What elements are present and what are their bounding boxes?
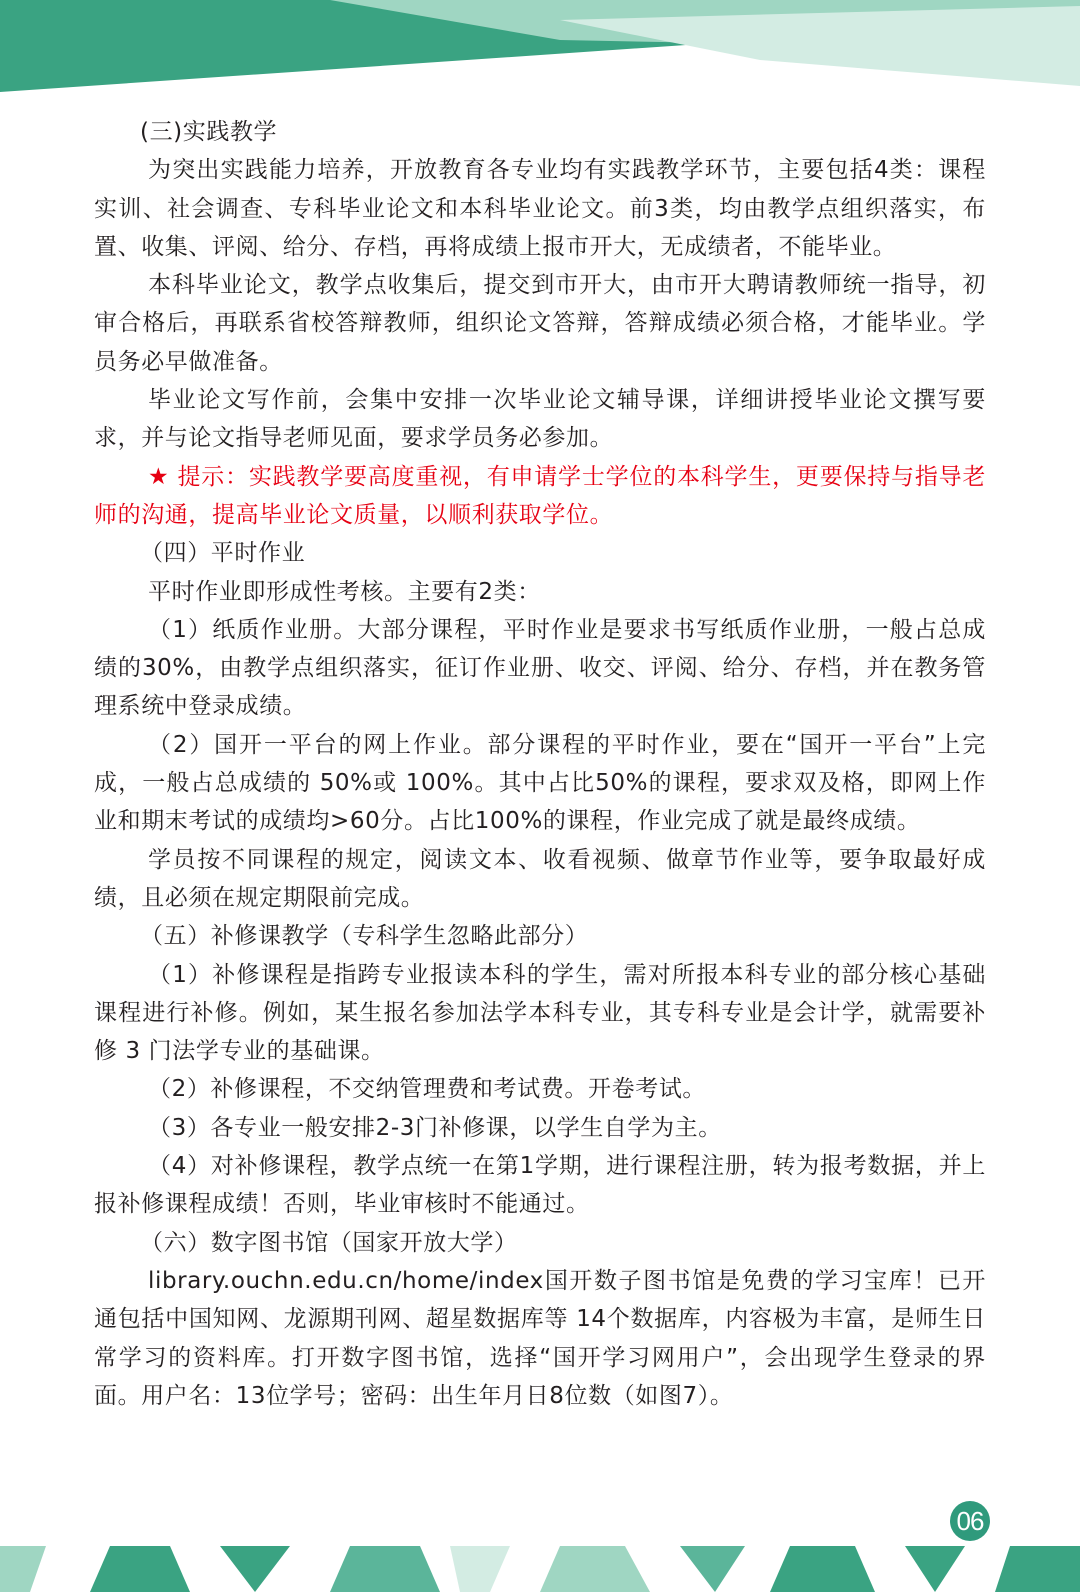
list-item: （1）补修课程是指跨专业报读本科的学生，需对所报本科专业的部分核心基础课程进行补修。例如，某生报名参加法学本科专业，其专科专业是会计学，就需要补修 3 门法学专业的基础课。: [94, 961, 986, 1065]
section-heading-practice: (三)实践教学: [140, 119, 278, 145]
list-item: （1）纸质作业册。大部分课程，平时作业是要求书写纸质作业册，一般占总成绩的30%，由教学点组织落实，征订作业册、收交、评阅、给分、存档，并在教务管理系统中登录成绩。: [94, 616, 986, 720]
paragraph: 毕业论文写作前，会集中安排一次毕业论文辅导课，详细讲授毕业论文撰写要求，并与论文指导老师见面，要求学员务必参加。: [94, 387, 986, 452]
list-item: （4）对补修课程，教学点统一在第1学期，进行课程注册，转为报考数据，并上报补修课程成绩！否则，毕业审核时不能通过。: [94, 1153, 986, 1218]
document-body: [94, 113, 986, 1415]
tip-alert: ★ 提示：实践教学要高度重视，有申请学士学位的本科学生，更要保持与指导老师的沟通，提高毕业论文质量，以顺利获取学位。: [94, 463, 986, 528]
paragraph: 学员按不同课程的规定，阅读文本、收看视频、做章节作业等，要争取最好成绩，且必须在规定期限前完成。: [94, 846, 986, 911]
page-number: 06: [950, 1501, 990, 1541]
paragraph: 为突出实践能力培养，开放教育各专业均有实践教学环节，主要包括4类：课程实训、社会调查、专科毕业论文和本科毕业论文。前3类，均由教学点组织落实，布置、收集、评阅、给分、存档，再将成绩上报市开大，无成绩者，不能毕业。: [94, 157, 986, 260]
list-item: （2）国开一平台的网上作业。部分课程的平时作业，要在“国开一平台”上完成，一般占总成绩的 50%或 100%。其中占比50%的课程，要求双及格，即网上作业和期末考试的成绩均>60分。占比100%的课程，作业完成了就是最终成绩。: [94, 731, 986, 835]
paragraph: 本科毕业论文，教学点收集后，提交到市开大，由市开大聘请教师统一指导，初审合格后，再联系省校答辩教师，组织论文答辩，答辩成绩必须合格，才能毕业。学员务必早做准备。: [94, 272, 986, 375]
paragraph: library.ouchn.edu.cn/home/index国开数子图书馆是免费的学习宝库！已开通包括中国知网、龙源期刊网、超星数据库等 14个数据库，内容极为丰富，是师生日常学习的资料库。打开数字图书馆，选择“国开学习网用户”，会出现学生登录的界面。用户名：13位学号；密码：出生年月日8位数（如图7）。: [94, 1267, 986, 1409]
section-heading-homework: （四）平时作业: [140, 540, 306, 567]
list-item: （3）各专业一般安排2-3门补修课，以学生自学为主。: [148, 1114, 722, 1141]
section-heading-makeup: （五）补修课教学（专科学生忽略此部分）: [140, 923, 589, 950]
list-item: （2）补修课程，不交纳管理费和考试费。开卷考试。: [148, 1076, 707, 1103]
paragraph: 平时作业即形成性考核。主要有2类：: [148, 578, 541, 605]
bottom-decorative-band: [0, 1546, 1080, 1592]
top-decorative-banner: [0, 0, 1080, 100]
section-heading-library: （六）数字图书馆（国家开放大学）: [140, 1229, 518, 1256]
